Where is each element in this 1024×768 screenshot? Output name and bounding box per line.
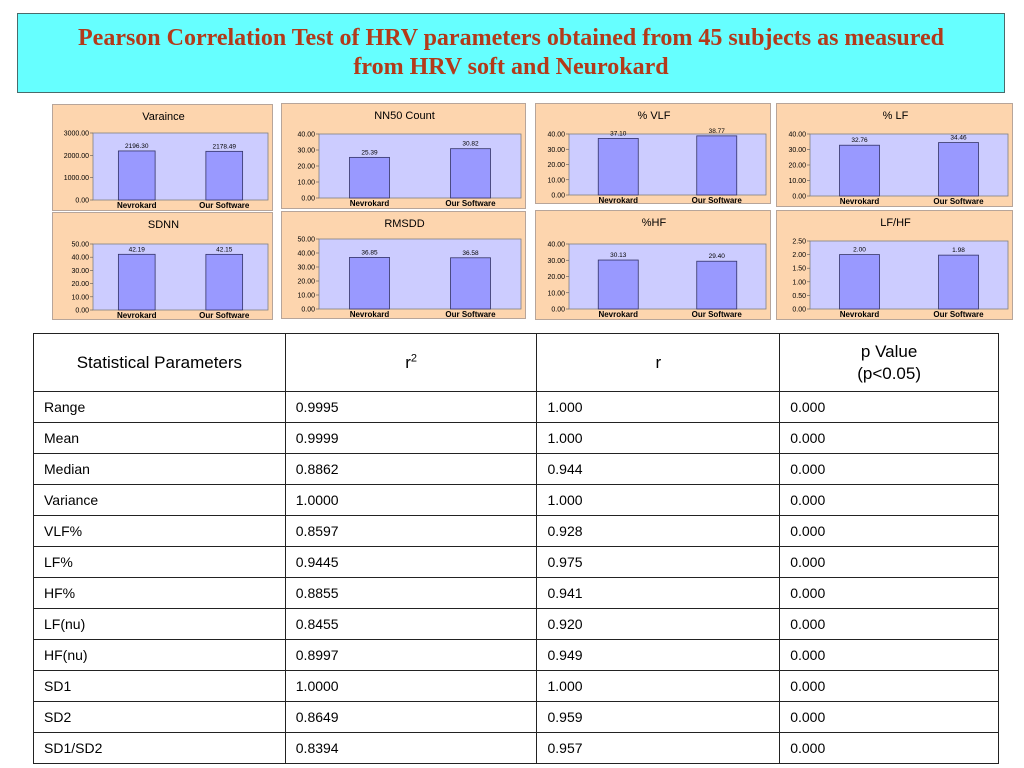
data-label: 42.15 [216, 246, 233, 254]
y-tick-label: 40.00 [788, 131, 806, 139]
category-label: Nevrokard [598, 310, 639, 319]
cell-r-squared: 0.9995 [285, 392, 537, 423]
bar [350, 157, 390, 198]
y-tick-label: 40.00 [547, 241, 565, 249]
y-tick-label: 2.00 [792, 252, 806, 260]
category-label: Nevrokard [349, 310, 390, 319]
header-r-squared-base: r [405, 352, 411, 372]
y-tick-label: 30.00 [297, 147, 315, 155]
correlation-table [33, 333, 999, 764]
category-label: Our Software [445, 310, 496, 319]
y-tick-label: 10.00 [547, 177, 565, 185]
cell-r: 0.944 [537, 454, 780, 485]
cell-r-squared: 0.9445 [285, 547, 537, 578]
chart-panel [776, 210, 1013, 320]
cell-r: 1.000 [537, 392, 780, 423]
cell-p-value: 0.000 [780, 485, 999, 516]
bar-chart [282, 104, 527, 210]
category-label: Our Software [691, 310, 742, 319]
bar [697, 261, 737, 309]
chart-panel [535, 103, 771, 204]
chart-title: %HF [641, 217, 667, 229]
y-tick-label: 10.00 [788, 178, 806, 185]
y-tick-label: 30.00 [788, 147, 806, 154]
cell-r: 0.928 [537, 516, 780, 547]
y-tick-label: 0.00 [301, 195, 315, 203]
bar-chart [777, 211, 1014, 321]
y-tick-label: 1.00 [792, 279, 806, 287]
cell-r: 0.941 [537, 578, 780, 609]
cell-r-squared: 0.8862 [285, 454, 537, 485]
y-tick-label: 0.00 [792, 193, 806, 201]
cell-r-squared: 0.8649 [285, 702, 537, 733]
data-label: 36.58 [462, 249, 479, 257]
cell-r-squared: 0.8997 [285, 640, 537, 671]
cell-param: LF% [34, 547, 286, 578]
cell-r: 0.920 [537, 609, 780, 640]
cell-r-squared: 1.0000 [285, 671, 537, 702]
y-tick-label: 50.00 [297, 236, 315, 244]
bar [840, 145, 880, 196]
bar [451, 258, 491, 309]
cell-r: 1.000 [537, 485, 780, 516]
cell-p-value: 0.000 [780, 392, 999, 423]
chart-title: Varaince [142, 111, 185, 123]
category-label: Nevrokard [349, 199, 390, 208]
category-label: Our Software [199, 201, 250, 210]
y-tick-label: 40.00 [71, 254, 89, 262]
cell-param: SD1/SD2 [34, 733, 286, 764]
y-tick-label: 10.00 [297, 179, 315, 187]
table-row [34, 516, 999, 547]
cell-param: Variance [34, 485, 286, 516]
title-banner [17, 13, 1005, 93]
cell-r: 1.000 [537, 423, 780, 454]
bar [598, 260, 638, 309]
bar [451, 149, 491, 198]
chart-title: LF/HF [880, 217, 911, 229]
cell-p-value: 0.000 [780, 733, 999, 764]
cell-p-value: 0.000 [780, 640, 999, 671]
bar [939, 143, 979, 196]
bar-chart [53, 213, 274, 321]
data-label: 36.85 [361, 249, 378, 257]
y-tick-label: 50.00 [71, 241, 89, 249]
data-label: 32.76 [851, 137, 868, 145]
category-label: Our Software [199, 311, 250, 320]
bar [206, 151, 243, 200]
cell-p-value: 0.000 [780, 702, 999, 733]
y-tick-label: 20.00 [788, 162, 806, 170]
category-label: Nevrokard [116, 201, 157, 210]
table-row [34, 702, 999, 733]
chart-title: SDNN [147, 219, 180, 231]
header-r-squared-exponent: 2 [410, 351, 418, 364]
data-label: 2196.30 [125, 142, 149, 150]
y-tick-label: 0.00 [301, 306, 315, 314]
table-row [34, 423, 999, 454]
cell-param: LF(nu) [34, 609, 286, 640]
header-p-value [780, 334, 999, 392]
table-row [34, 733, 999, 764]
bar [598, 138, 638, 195]
cell-r: 0.957 [537, 733, 780, 764]
header-r-squared [285, 334, 537, 392]
chart-panel [52, 104, 273, 211]
cell-r-squared: 0.8597 [285, 516, 537, 547]
y-tick-label: 20.00 [297, 163, 315, 171]
chart-panel [281, 211, 526, 319]
bar [118, 151, 155, 200]
category-label: Our Software [691, 196, 742, 205]
cell-param: VLF% [34, 516, 286, 547]
y-tick-label: 0.50 [792, 292, 806, 300]
y-tick-label: 10.00 [547, 290, 565, 298]
cell-p-value: 0.000 [780, 547, 999, 578]
y-tick-label: 0.00 [792, 306, 806, 314]
cell-param: HF% [34, 578, 286, 609]
cell-p-value: 0.000 [780, 578, 999, 609]
y-tick-label: 10.00 [297, 292, 315, 300]
y-tick-label: 40.00 [547, 131, 565, 139]
y-tick-label: 20.00 [547, 274, 565, 281]
category-label: Nevrokard [839, 197, 880, 206]
cell-r: 0.959 [537, 702, 780, 733]
cell-r: 0.949 [537, 640, 780, 671]
cell-param: Range [34, 392, 286, 423]
header-r: r [537, 334, 780, 392]
bar-chart [536, 211, 772, 321]
chart-panel [281, 103, 526, 209]
data-label: 30.82 [462, 140, 479, 148]
data-label: 29.40 [708, 253, 725, 261]
header-p-value-threshold: (p<0.05) [857, 363, 921, 383]
header-p-value-label: p Value [860, 341, 918, 361]
cell-r: 1.000 [537, 671, 780, 702]
chart-panel [776, 103, 1013, 207]
cell-param: SD2 [34, 702, 286, 733]
table-row [34, 392, 999, 423]
bar [939, 255, 979, 309]
cell-r-squared: 0.9999 [285, 423, 537, 454]
data-label: 34.46 [950, 134, 967, 142]
y-tick-label: 1000.00 [63, 175, 89, 183]
cell-p-value: 0.000 [780, 454, 999, 485]
category-label: Nevrokard [839, 310, 880, 319]
y-tick-label: 0.00 [75, 307, 89, 315]
category-label: Our Software [933, 310, 984, 319]
table-row [34, 671, 999, 702]
chart-title: % VLF [637, 110, 671, 122]
table-row [34, 454, 999, 485]
category-label: Our Software [933, 197, 984, 206]
y-tick-label: 2.50 [792, 238, 806, 246]
bar [118, 254, 155, 310]
bar [206, 254, 243, 310]
y-tick-label: 20.00 [71, 281, 89, 289]
cell-r-squared: 1.0000 [285, 485, 537, 516]
cell-p-value: 0.000 [780, 671, 999, 702]
cell-param: HF(nu) [34, 640, 286, 671]
bar [350, 257, 390, 309]
table-body [34, 392, 999, 764]
data-label: 42.19 [128, 246, 145, 254]
y-tick-label: 0.00 [75, 197, 89, 205]
chart-title: NN50 Count [374, 110, 435, 122]
cell-param: SD1 [34, 671, 286, 702]
bar-chart [777, 104, 1014, 208]
cell-p-value: 0.000 [780, 516, 999, 547]
y-tick-label: 0.00 [551, 192, 565, 200]
header-statistical-parameters: Statistical Parameters [34, 334, 286, 392]
y-tick-label: 30.00 [297, 264, 315, 272]
category-label: Nevrokard [116, 311, 157, 320]
cell-param: Median [34, 454, 286, 485]
cell-param: Mean [34, 423, 286, 454]
bar [840, 255, 880, 309]
data-label: 25.39 [361, 149, 378, 157]
data-label: 1.98 [952, 247, 965, 255]
y-tick-label: 10.00 [71, 294, 89, 302]
chart-panel [535, 210, 771, 320]
bar [697, 136, 737, 195]
table-row [34, 578, 999, 609]
cell-p-value: 0.000 [780, 609, 999, 640]
table-row [34, 640, 999, 671]
chart-title: % LF [882, 110, 909, 122]
y-tick-label: 1.50 [792, 265, 806, 273]
bar-chart [282, 212, 527, 320]
y-tick-label: 3000.00 [63, 130, 89, 138]
data-label: 30.13 [610, 252, 627, 260]
category-label: Our Software [445, 199, 496, 208]
table-row [34, 485, 999, 516]
cell-r: 0.975 [537, 547, 780, 578]
cell-r-squared: 0.8394 [285, 733, 537, 764]
cell-r-squared: 0.8455 [285, 609, 537, 640]
y-tick-label: 40.00 [297, 131, 315, 139]
y-tick-label: 2000.00 [63, 152, 89, 160]
table-row [34, 609, 999, 640]
data-label: 2178.49 [212, 143, 236, 151]
cell-p-value: 0.000 [780, 423, 999, 454]
y-tick-label: 30.00 [71, 267, 89, 275]
y-tick-label: 0.00 [551, 306, 565, 314]
cell-r-squared: 0.8855 [285, 578, 537, 609]
y-tick-label: 30.00 [547, 257, 565, 265]
data-label: 2.00 [853, 246, 866, 254]
y-tick-label: 40.00 [297, 250, 315, 258]
category-label: Nevrokard [598, 196, 639, 205]
bar-chart [53, 105, 274, 212]
chart-title: RMSDD [384, 218, 425, 230]
chart-panel [52, 212, 273, 320]
data-label: 37.10 [610, 130, 627, 138]
data-label: 38.77 [708, 127, 725, 135]
y-tick-label: 20.00 [547, 162, 565, 169]
y-tick-label: 30.00 [547, 146, 565, 154]
table-row [34, 547, 999, 578]
table-header-row [34, 334, 999, 392]
y-tick-label: 20.00 [297, 278, 315, 286]
bar-chart [536, 104, 772, 205]
page-title: Pearson Correlation Test of HRV parameters obtained from 45 subjects as measured from HRV soft and Neurokard [78, 25, 944, 80]
